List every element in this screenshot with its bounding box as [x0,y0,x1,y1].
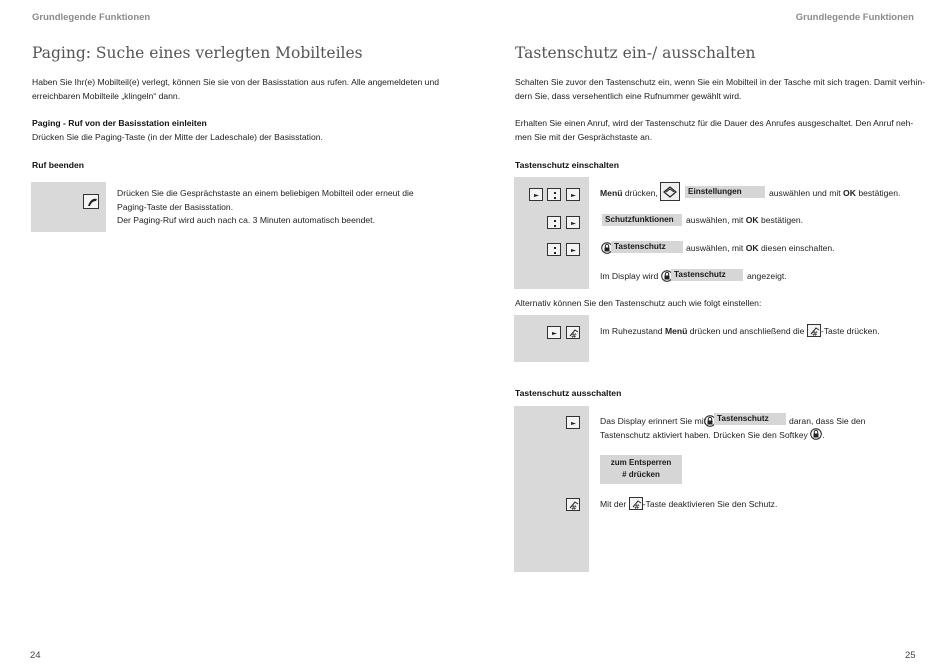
aus2-after: -Taste deaktivieren Sie den Schutz. [642,499,778,509]
intro-line1: Schalten Sie zuvor den Tastenschutz ein, wenn Sie ein Mobilteil in der Tasche mit sich tragen. Damit verhin- [515,77,926,87]
nav-updown-icon [547,216,561,229]
svg-text:#: # [571,504,577,512]
aus1-line2 [600,429,825,443]
ruf-line2: Paging-Taste der Basisstation. [117,201,234,212]
alt-end: -Taste drücken. [820,326,880,336]
alternative-instruction [600,325,880,339]
nav-updown-icon [547,243,561,256]
step3-after [686,242,835,256]
page-number-right: 25 [905,650,916,661]
alt-before: Im Ruhezustand [600,326,665,336]
running-header-left: Grundlegende Funktionen [32,12,151,23]
aus1-dot: . [822,430,825,440]
running-header-right: Grundlegende Funktionen [795,12,914,23]
step1-text [600,187,658,201]
page-title-paging: Paging: Suche eines verlegten Mobilteiles [32,44,363,62]
menu-card-icon [660,182,680,201]
step2-after-text: auswählen, mit [686,215,746,225]
phone-handset-icon [83,194,99,209]
unlock-line1: zum Entsperren [610,458,672,467]
display-tastenschutz-aus: Tastenschutz [714,413,786,425]
intro2-line2: men Sie mit der Gesprächstaste an. [515,131,653,142]
step1-druecken: drücken, [622,188,658,198]
menu-label: Menü [600,188,623,198]
ok-label: OK [745,215,759,225]
step4-before: Im Display wird [600,271,659,281]
paging-heading: Paging - Ruf von der Basisstation einleiten [32,118,207,128]
display-tastenschutz-step4: Tastenschutz [671,269,743,281]
display-unlock-message [600,455,682,484]
softkey-right-icon [566,188,580,201]
aus2-before: Mit der [600,499,629,509]
svg-text:#: # [571,332,577,340]
step3-after-text: auswählen, mit [686,243,746,253]
step1-end: bestätigen. [855,188,901,198]
hash-key-icon [566,326,580,339]
paging-intro-line1: Haben Sie Ihr(e) Mobilteil(e) verlegt, können Sie sie von der Basisstation aus rufen. Alle angemeldeten und [32,77,440,87]
softkey-right-icon [566,416,580,429]
key-column-alternative [514,315,589,362]
paging-intro-line2: erreichbaren Mobilteile „klingeln“ dann. [32,90,181,101]
aus1-l2-text: Tastenschutz aktiviert haben. Drücken Sie den Softkey [600,430,808,440]
alternative-text: Alternativ können Sie den Tastenschutz auch wie folgt einstellen: [515,298,762,308]
softkey-right-icon [547,326,561,339]
aus1-before: Das Display erinnert Sie mit [600,416,707,426]
ruf-beenden-heading: Ruf beenden [32,160,85,170]
key-column-ausschalten [514,406,589,572]
step2-end: bestätigen. [758,215,804,225]
tastenschutz-intro2 [515,117,913,144]
display-tastenschutz-step3: Tastenschutz [611,241,683,253]
aus-heading: Tastenschutz ausschalten [515,388,622,398]
alt-menu-label: Menü [664,326,688,336]
softkey-right-icon [566,216,580,229]
unlock-line2: # drücken [622,469,660,479]
step2-after [686,214,803,228]
ok-label: OK [843,188,856,198]
intro-line2: dern Sie, dass versehentlich eine Rufnummer gewählt wird. [515,90,742,101]
tastenschutz-intro [515,76,925,103]
step3-end: diesen einschalten. [758,243,835,253]
softkey-right-icon [566,243,580,256]
ok-label: OK [745,243,759,253]
key-column-ruf [31,182,106,232]
hash-key-icon [629,497,643,510]
svg-text:#: # [633,503,640,512]
softkey-left-icon [529,188,543,201]
hash-key-icon [807,324,821,337]
lock-icon [810,428,825,440]
paging-instruction: Drücken Sie die Paging-Taste (in der Mitte der Ladeschale) der Basisstation. [32,132,323,142]
ruf-line3: Der Paging-Ruf wird auch nach ca. 3 Minuten automatisch beendet. [117,215,375,225]
step1-after-text: auswählen und mit [769,188,844,198]
nav-updown-icon [547,188,561,201]
svg-text:#: # [811,330,818,339]
display-schutzfunktionen: Schutzfunktionen [602,214,682,226]
aus2-text [600,498,777,512]
hash-key-icon [566,498,580,511]
display-einstellungen: Einstellungen [685,186,765,198]
ruf-line1: Drücken Sie die Gesprächstaste an einem beliebigen Mobilteil oder erneut die [117,188,414,198]
ruf-beenden-text [117,187,414,228]
step4-after: angezeigt. [747,271,787,281]
aus1-after: daran, dass Sie den [789,416,866,426]
key-column-einschalten [514,177,589,289]
paging-intro [32,76,439,103]
ein-heading: Tastenschutz einschalten [515,160,619,170]
step1-after [769,187,900,201]
page-title-tastenschutz: Tastenschutz ein-/ ausschalten [515,44,756,62]
page-number-left: 24 [30,650,41,661]
intro2-line1: Erhalten Sie einen Anruf, wird der Tastenschutz für die Dauer des Anrufes ausgeschaltet. Den Anruf neh- [515,118,914,128]
alt-mid: drücken und anschließend die [687,326,807,336]
